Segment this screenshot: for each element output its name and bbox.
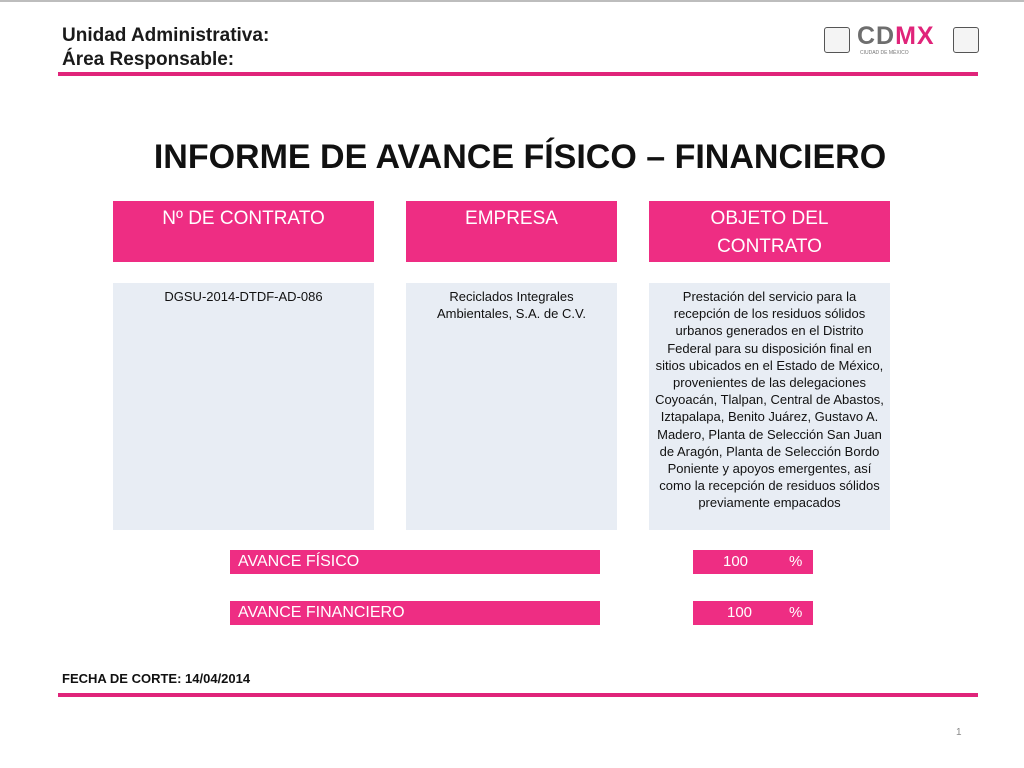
cutoff-date [62, 671, 250, 686]
logo-subtitle: CIUDAD DE MÉXICO [860, 50, 909, 56]
contract-object-header-line2: CONTRATO [717, 236, 822, 257]
page-title: INFORME DE AVANCE FÍSICO – FINANCIERO [153, 138, 887, 176]
contract-object-header [649, 201, 890, 262]
top-border [0, 0, 1024, 2]
page-number: 1 [956, 727, 962, 738]
avance-financiero-unit: % [789, 604, 803, 621]
contract-number-cell: DGSU-2014-DTDF-AD-086 [113, 283, 374, 530]
contract-number-header: Nº DE CONTRATO [113, 201, 374, 262]
government-seal-icon [824, 27, 850, 53]
avance-fisico-number: 100 [723, 553, 749, 570]
contract-object-header-line1: OBJETO DEL [710, 208, 829, 229]
logo-text-main: CD [857, 22, 896, 50]
cutoff-date-value: 14/04/2014 [185, 671, 251, 686]
company-cell: Reciclados Integrales Ambientales, S.A. de C.V. [406, 283, 617, 530]
cdmx-logo [857, 22, 935, 51]
company-header: EMPRESA [406, 201, 617, 262]
unidad-administrativa-label: Unidad Administrativa: [62, 25, 270, 46]
contract-object-cell: Prestación del servicio para la recepción de los residuos sólidos urbanos generados en el Distrito Federal para su disposición final en sitios ubicados en el Estado de México, provenientes de las delegaciones Coyoacán, Tlalpan, Central de Abastos, Iztapalapa, Benito Juárez, Gustavo A. Madero, Planta de Selección San Juan de Aragón, Planta de Selección Bordo Poniente y apoyos emergentes, así como la recepción de residuos sólidos previamente empacados [649, 283, 890, 530]
avance-financiero-value [693, 601, 813, 625]
area-responsable-label: Área Responsable: [62, 49, 235, 70]
avance-fisico-unit: % [789, 553, 803, 570]
avance-fisico-value [693, 550, 813, 574]
cutoff-date-label: FECHA DE CORTE: [62, 671, 182, 686]
avance-financiero-number: 100 [727, 604, 753, 621]
logo-text-accent: MX [895, 22, 935, 50]
agency-logo-icon [953, 27, 979, 53]
header-divider [58, 72, 978, 76]
avance-fisico-label: AVANCE FÍSICO [230, 550, 600, 574]
footer-divider [58, 693, 978, 697]
avance-financiero-label: AVANCE FINANCIERO [230, 601, 600, 625]
header-labels [62, 24, 269, 72]
